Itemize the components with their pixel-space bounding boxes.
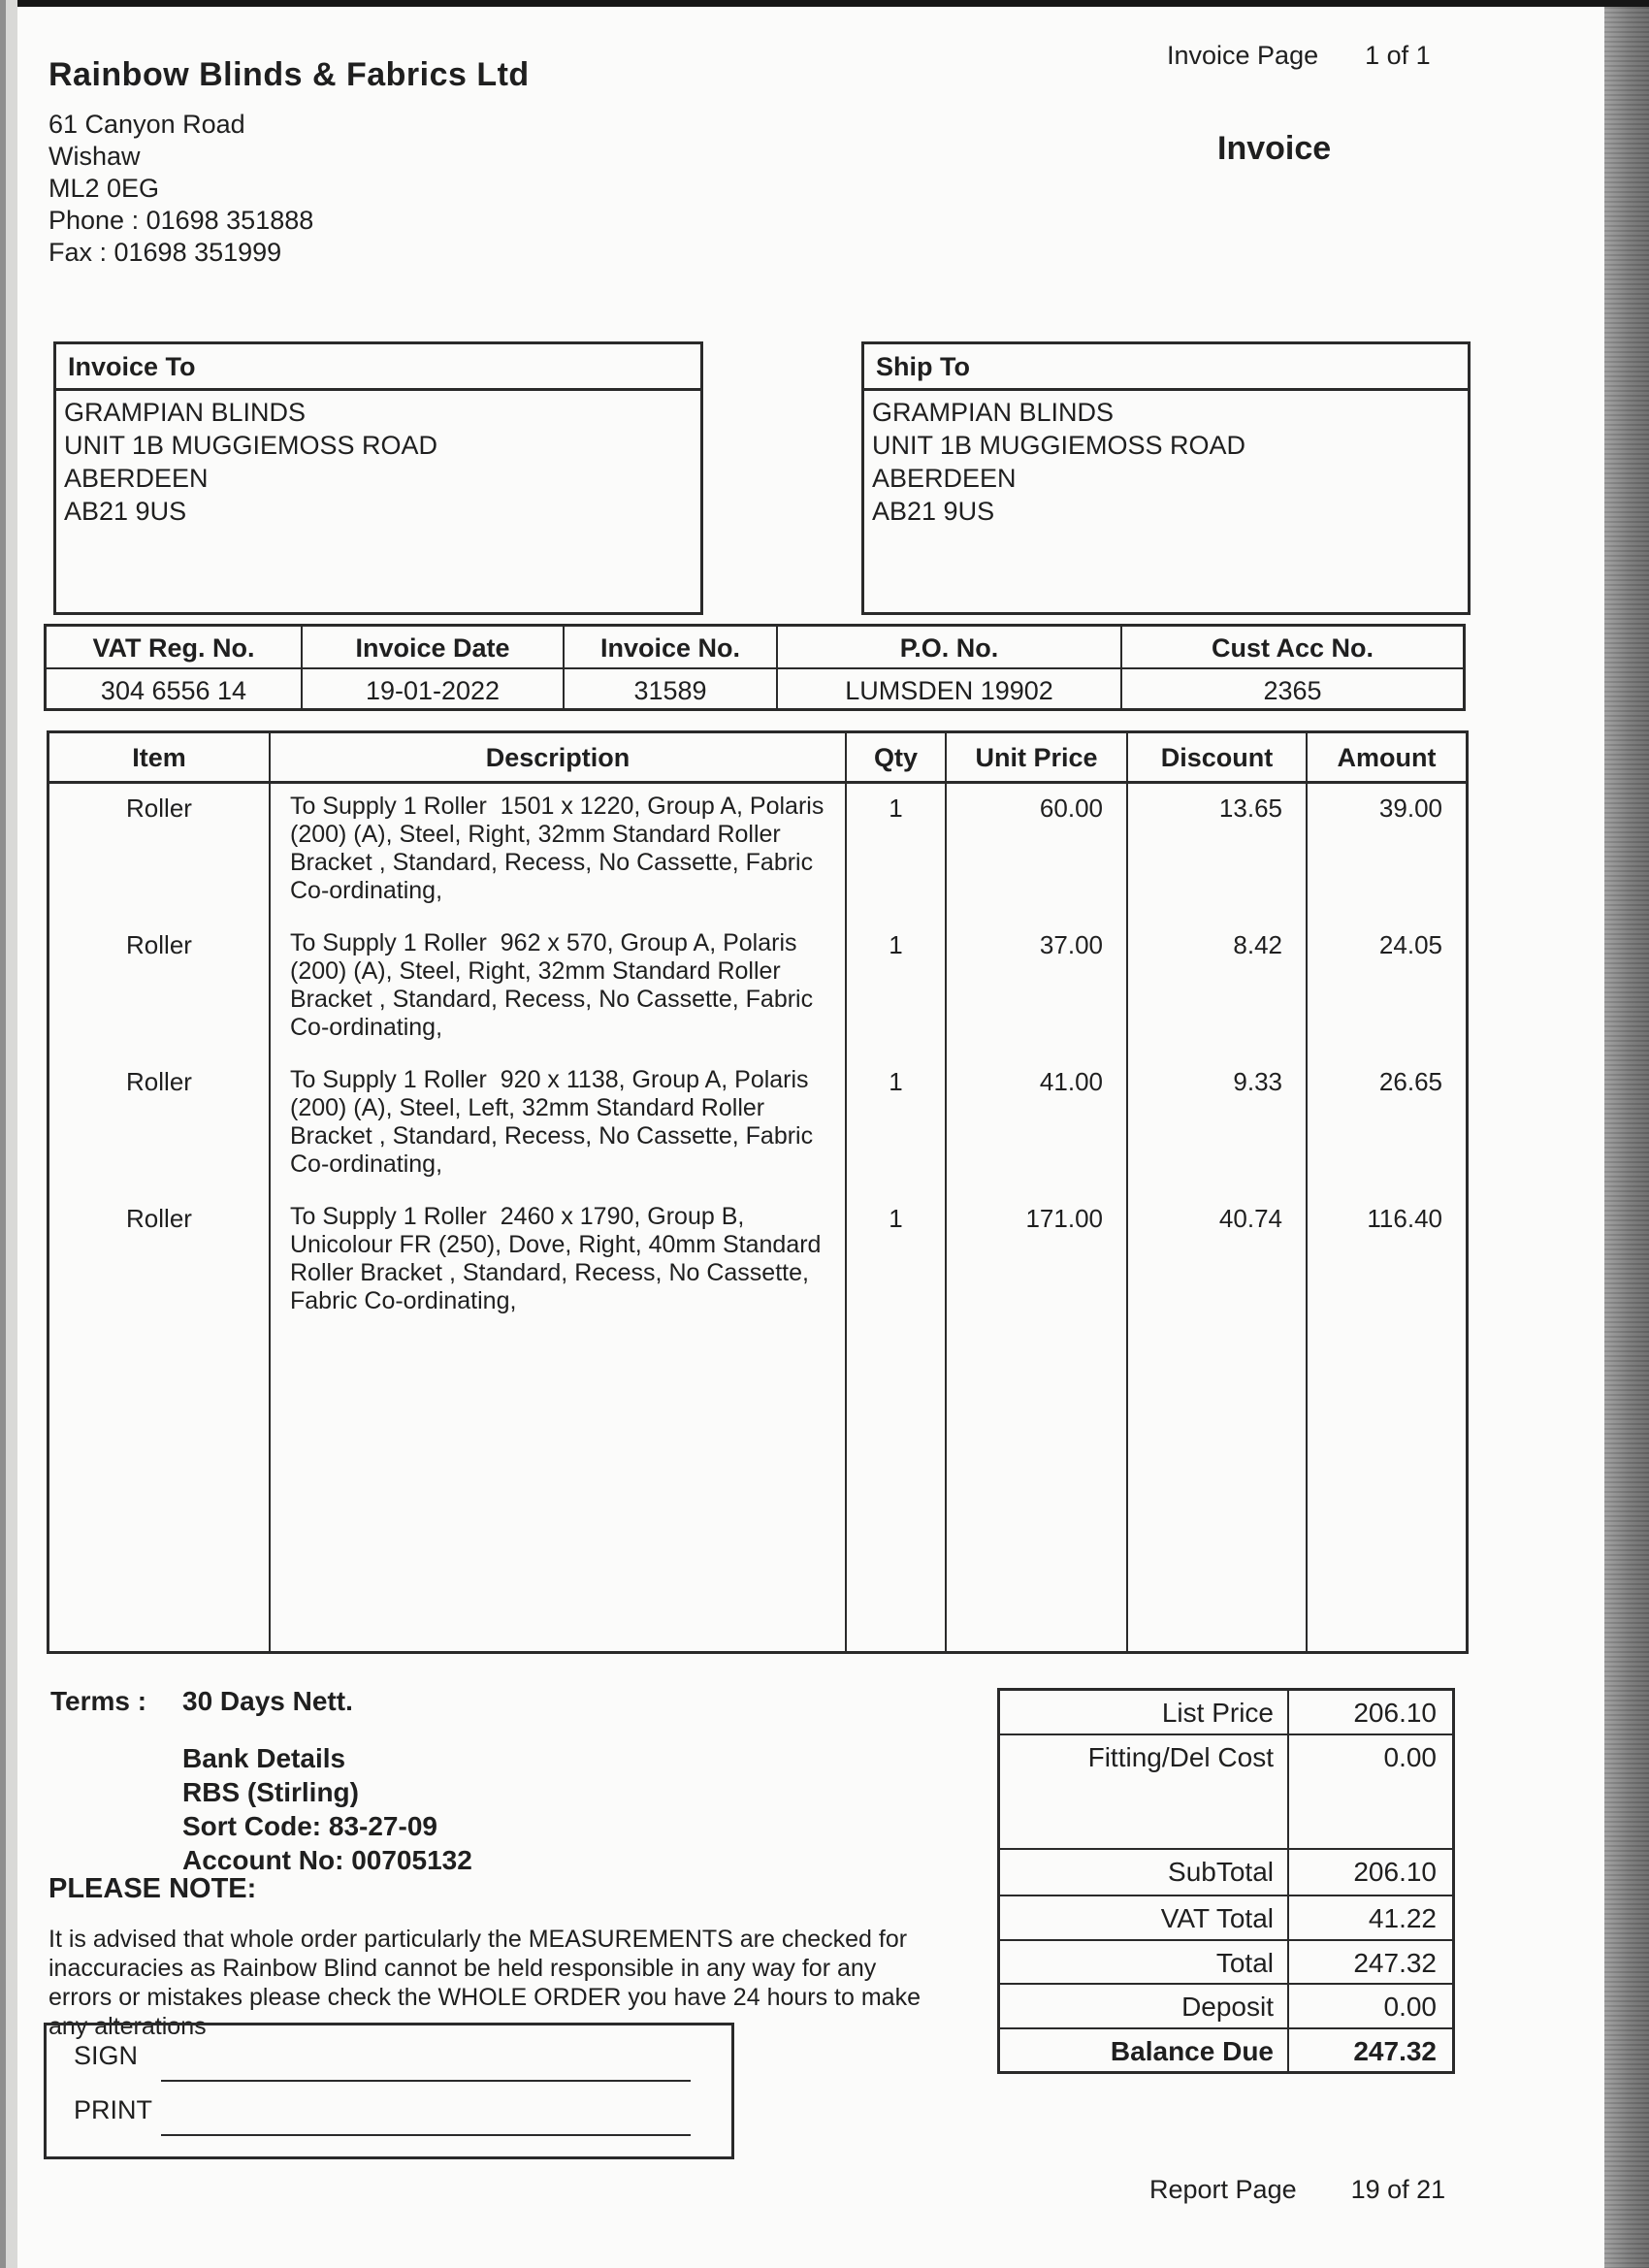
please-note-title: PLEASE NOTE: xyxy=(48,1873,257,1904)
info-value-invoice-no: 31589 xyxy=(565,669,778,708)
invoice-to-line: UNIT 1B MUGGIEMOSS ROAD xyxy=(64,431,438,460)
vat-total-value: 41.22 xyxy=(1289,1896,1452,1941)
item-amount: 39.00 xyxy=(1378,794,1442,823)
company-address xyxy=(48,109,313,269)
item-type: Roller xyxy=(49,784,271,921)
item-amount: 26.65 xyxy=(1378,1067,1442,1096)
item-amount: 24.05 xyxy=(1378,930,1442,959)
address-line: Phone : 01698 351888 xyxy=(48,206,314,235)
items-header-qty: Qty xyxy=(847,733,947,784)
bank-account-no: Account No: 00705132 xyxy=(182,1845,472,1875)
ship-to-line: AB21 9US xyxy=(872,497,995,526)
balance-due-value: 247.32 xyxy=(1353,2036,1437,2066)
info-header-invoice-no: Invoice No. xyxy=(565,627,778,669)
list-price-value: 206.10 xyxy=(1289,1691,1452,1735)
item-discount: 9.33 xyxy=(1128,1057,1308,1194)
scan-edge-left-shade xyxy=(6,0,17,2268)
fitting-del-cost-label: Fitting/Del Cost xyxy=(1000,1735,1289,1850)
deposit-label: Deposit xyxy=(1000,1985,1289,2029)
item-description: To Supply 1 Roller 962 x 570, Group A, Polaris (200) (A), Steel, Right, 32mm Standard Roller Bracket , Standard, Recess, No Cassette, Fabric Co-ordinating, xyxy=(271,921,847,1057)
item-qty: 1 xyxy=(847,784,947,921)
invoice-page-label: Invoice Page xyxy=(1167,41,1319,70)
ship-to-line: UNIT 1B MUGGIEMOSS ROAD xyxy=(872,431,1246,460)
subtotal-label: SubTotal xyxy=(1000,1850,1289,1896)
line-items-table xyxy=(47,730,1469,1654)
items-header-unit-price: Unit Price xyxy=(947,733,1128,784)
item-unit-price: 37.00 xyxy=(947,921,1128,1057)
scan-edge-right xyxy=(1604,7,1649,2268)
ship-to-address xyxy=(864,391,1468,533)
signature-box xyxy=(44,2023,734,2159)
please-note-body: It is advised that whole order particularly the MEASUREMENTS are checked for inaccuracies as Rainbow Blind cannot be held responsible in any way for any errors or mistakes please check the WHOLE ORDER you have 24 hours to make any alterations xyxy=(48,1926,921,2040)
item-unit-price: 171.00 xyxy=(947,1194,1128,1331)
company-name: Rainbow Blinds & Fabrics Ltd xyxy=(48,56,530,93)
report-page-indicator xyxy=(1149,2175,1445,2205)
info-value-po-no: LUMSDEN 19902 xyxy=(778,669,1122,708)
item-description: To Supply 1 Roller 2460 x 1790, Group B, Unicolour FR (250), Dove, Right, 40mm Standard Roller Bracket , Standard, Recess, No Cassette, Fabric Co-ordinating, xyxy=(271,1194,847,1331)
ship-to-label: Ship To xyxy=(864,344,1468,391)
items-filler-cell xyxy=(847,1331,947,1651)
report-page-label: Report Page xyxy=(1149,2175,1297,2204)
address-line: Wishaw xyxy=(48,142,141,171)
item-type: Roller xyxy=(49,1194,271,1331)
ship-to-line: ABERDEEN xyxy=(872,464,1017,493)
item-type: Roller xyxy=(49,1057,271,1194)
fitting-del-cost-value: 0.00 xyxy=(1289,1735,1452,1850)
item-qty: 1 xyxy=(847,1194,947,1331)
items-filler-cell xyxy=(1128,1331,1308,1651)
items-filler-cell xyxy=(271,1331,847,1651)
invoice-page-indicator xyxy=(1167,41,1431,71)
items-filler-cell xyxy=(1308,1331,1466,1651)
item-type: Roller xyxy=(49,921,271,1057)
items-header-item: Item xyxy=(49,733,271,784)
terms-value: 30 Days Nett. xyxy=(182,1686,353,1716)
subtotal-value: 206.10 xyxy=(1289,1850,1452,1896)
invoice-to-line: AB21 9US xyxy=(64,497,187,526)
invoice-to-label: Invoice To xyxy=(56,344,700,391)
item-unit-price: 41.00 xyxy=(947,1057,1128,1194)
total-value: 247.32 xyxy=(1289,1941,1452,1985)
info-header-cust-acc-no: Cust Acc No. xyxy=(1122,627,1463,669)
item-qty: 1 xyxy=(847,1057,947,1194)
invoice-to-address xyxy=(56,391,700,533)
list-price-label: List Price xyxy=(1000,1691,1289,1735)
item-description: To Supply 1 Roller 1501 x 1220, Group A, Polaris (200) (A), Steel, Right, 32mm Standard Roller Bracket , Standard, Recess, No Cassette, Fabric Co-ordinating, xyxy=(271,784,847,921)
item-unit-price: 60.00 xyxy=(947,784,1128,921)
items-filler-cell xyxy=(49,1331,271,1651)
ship-to-box xyxy=(861,341,1471,615)
document-title: Invoice xyxy=(1217,130,1332,167)
invoice-to-line: GRAMPIAN BLINDS xyxy=(64,398,307,427)
items-header-amount: Amount xyxy=(1308,733,1466,784)
bank-details-title: Bank Details xyxy=(182,1743,346,1773)
item-amount: 116.40 xyxy=(1367,1204,1442,1233)
info-value-invoice-date: 19-01-2022 xyxy=(303,669,565,708)
sign-line xyxy=(161,2080,691,2082)
info-header-invoice-date: Invoice Date xyxy=(303,627,565,669)
item-discount: 13.65 xyxy=(1128,784,1308,921)
info-header-vat-reg-no: VAT Reg. No. xyxy=(47,627,303,669)
item-description: To Supply 1 Roller 920 x 1138, Group A, Polaris (200) (A), Steel, Left, 32mm Standard Roller Bracket , Standard, Recess, No Cassette, Fabric Co-ordinating, xyxy=(271,1057,847,1194)
print-label: PRINT xyxy=(74,2095,152,2124)
terms-label: Terms : xyxy=(50,1686,147,1716)
address-line: ML2 0EG xyxy=(48,174,160,203)
items-header-discount: Discount xyxy=(1128,733,1308,784)
total-label: Total xyxy=(1000,1941,1289,1985)
info-value-cust-acc-no: 2365 xyxy=(1263,676,1322,705)
report-page-value: 19 of 21 xyxy=(1350,2175,1446,2204)
invoice-to-line: ABERDEEN xyxy=(64,464,209,493)
bank-details xyxy=(182,1741,472,1877)
scan-edge-top xyxy=(0,0,1649,7)
info-header-po-no: P.O. No. xyxy=(778,627,1122,669)
sign-label: SIGN xyxy=(74,2041,139,2070)
print-line xyxy=(161,2134,691,2136)
totals-box xyxy=(997,1688,1455,2074)
items-header-description: Description xyxy=(271,733,847,784)
items-filler-cell xyxy=(947,1331,1128,1651)
deposit-value: 0.00 xyxy=(1289,1985,1452,2029)
address-line: 61 Canyon Road xyxy=(48,110,245,139)
invoice-info-table xyxy=(44,624,1466,711)
address-line: Fax : 01698 351999 xyxy=(48,238,282,267)
item-qty: 1 xyxy=(847,921,947,1057)
bank-name: RBS (Stirling) xyxy=(182,1777,359,1807)
invoice-page-value: 1 of 1 xyxy=(1365,41,1431,70)
ship-to-line: GRAMPIAN BLINDS xyxy=(872,398,1115,427)
item-discount: 40.74 xyxy=(1128,1194,1308,1331)
bank-sort-code: Sort Code: 83-27-09 xyxy=(182,1811,437,1841)
item-discount: 8.42 xyxy=(1128,921,1308,1057)
vat-total-label: VAT Total xyxy=(1000,1896,1289,1941)
info-value-vat-reg-no: 304 6556 14 xyxy=(47,669,303,708)
invoice-to-box xyxy=(53,341,703,615)
balance-due-label: Balance Due xyxy=(1000,2029,1289,2071)
